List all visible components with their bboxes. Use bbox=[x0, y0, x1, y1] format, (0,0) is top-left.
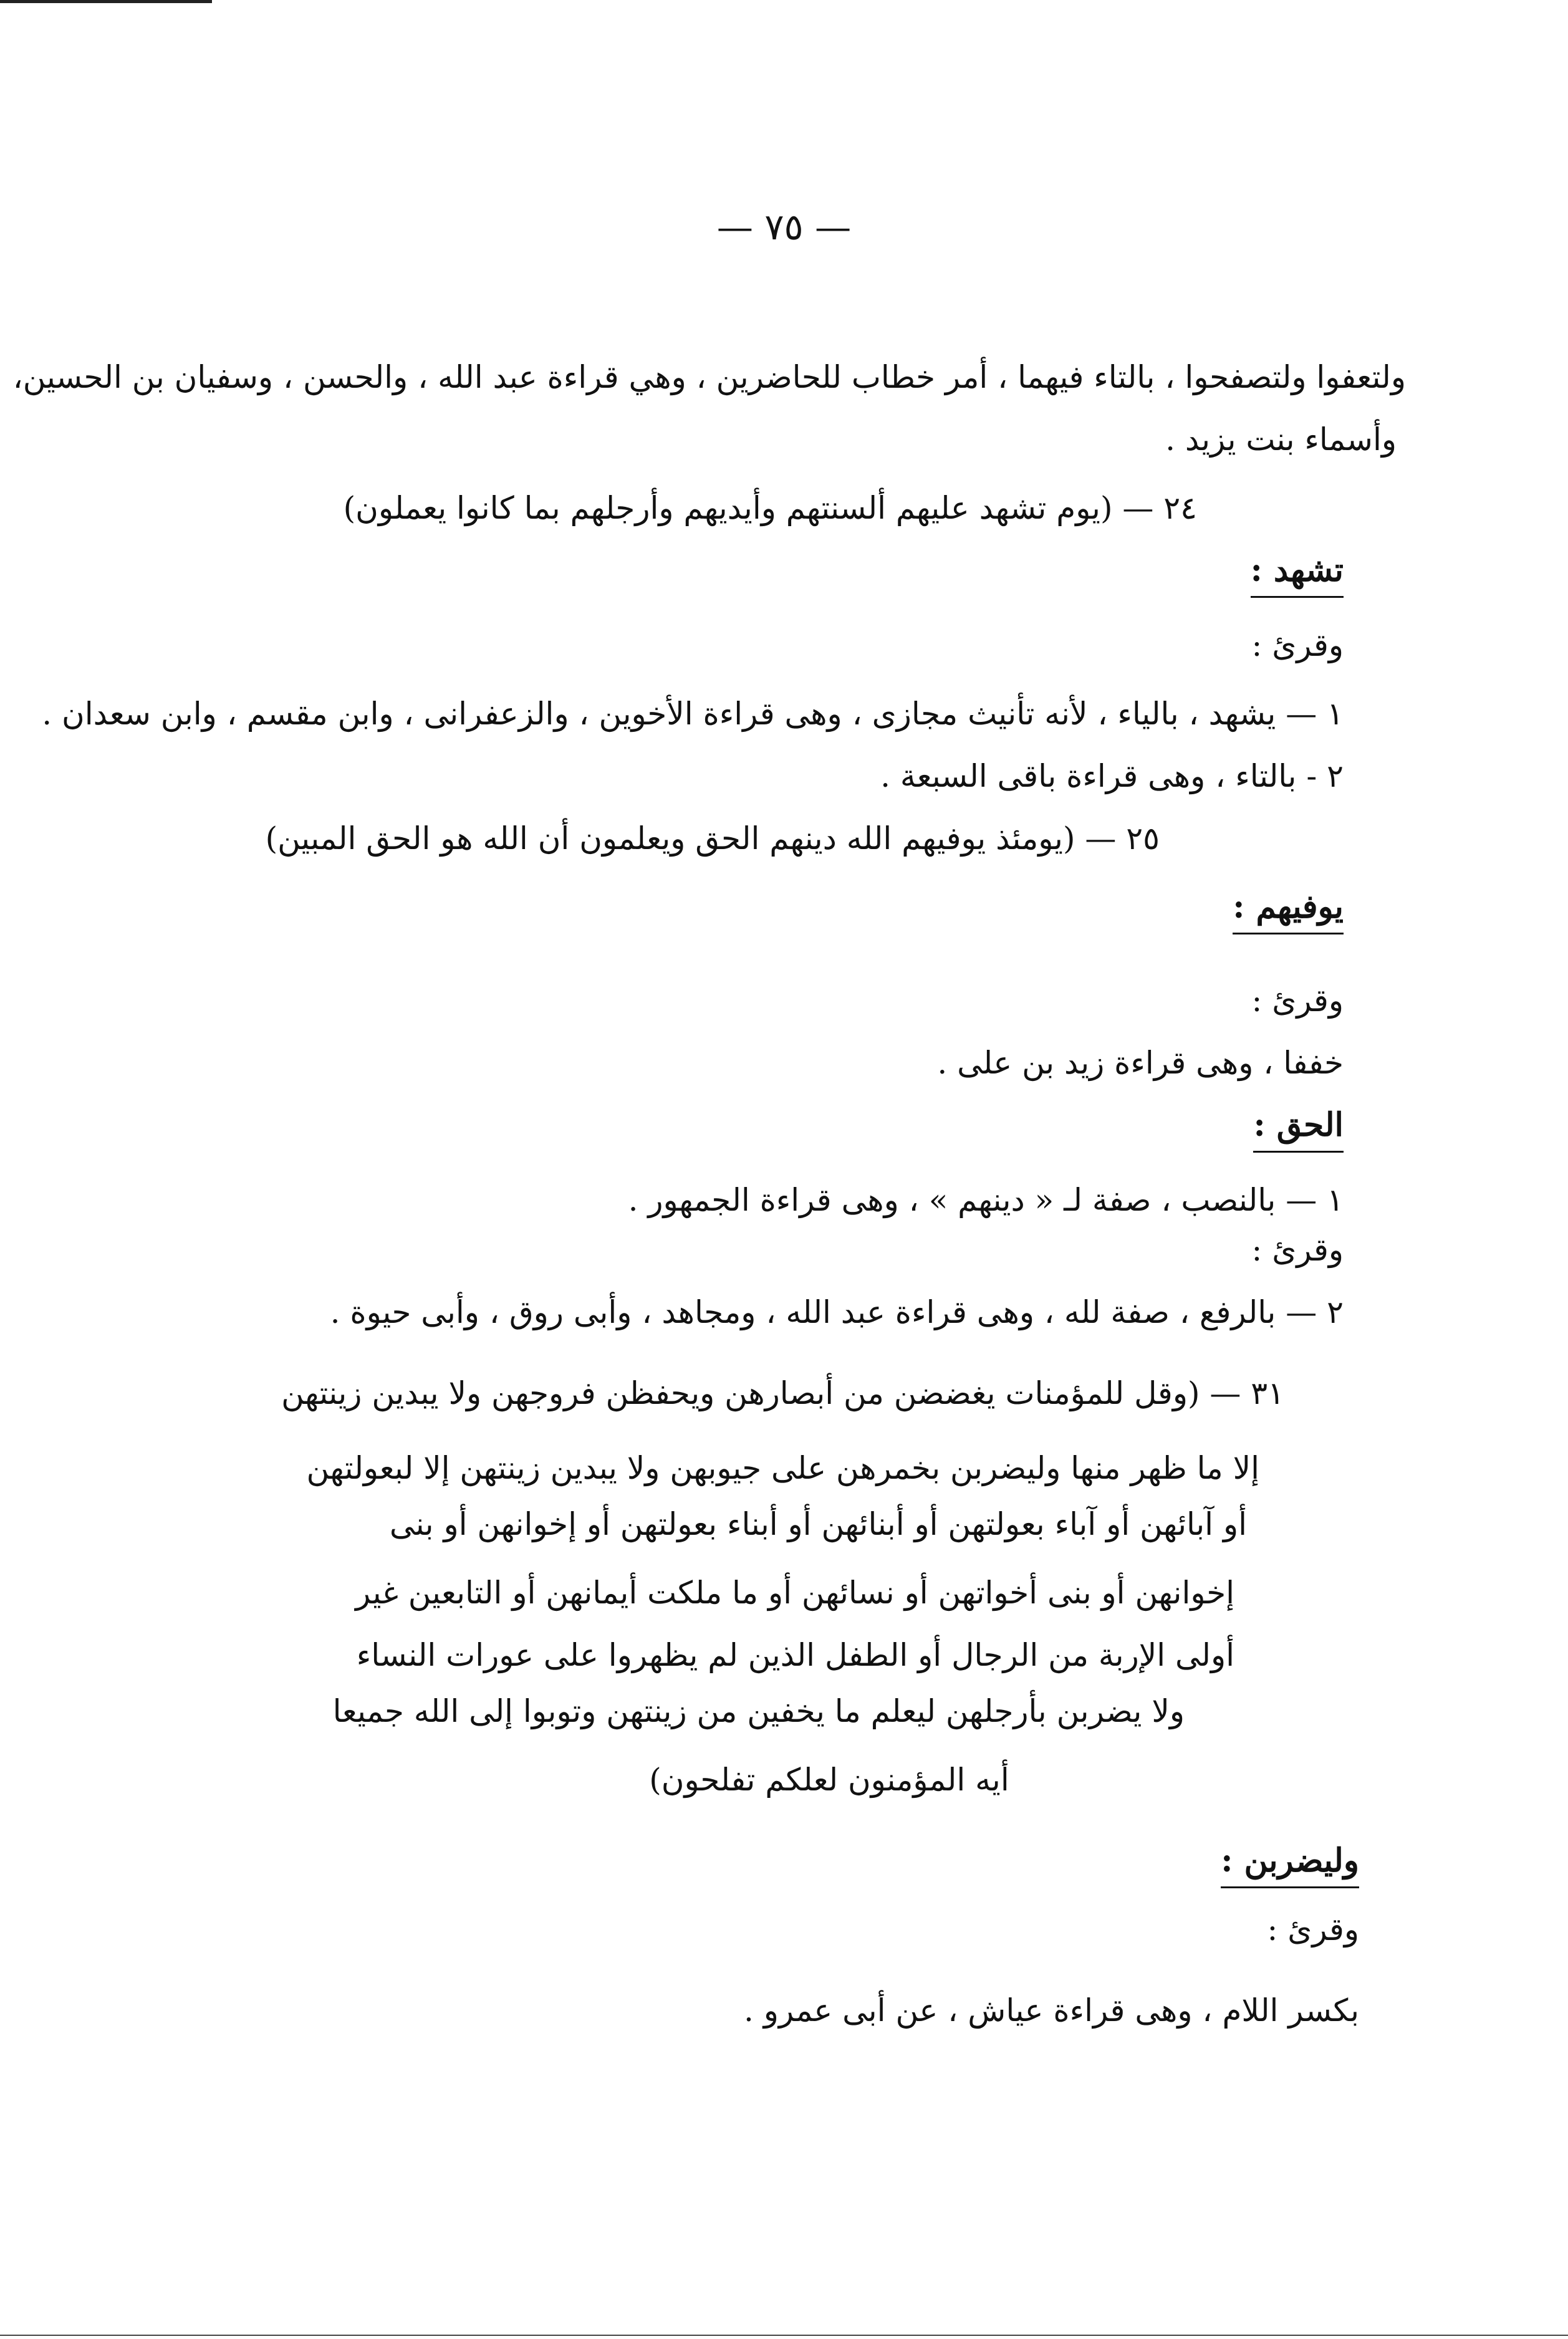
haqq-1: ١ — بالنصب ، صفة لـ « دينهم » ، وهى قراءة الجمهور . bbox=[628, 1182, 1344, 1218]
khaffafa: خففا ، وهى قراءة زيد بن على . bbox=[937, 1045, 1344, 1081]
verse-31-line-2: إلا ما ظهر منها وليضربن بخمرهن على جيوبهن ولا يبدين زينتهن إلا لبعولتهن bbox=[306, 1450, 1259, 1486]
verse-31-line-5: أولى الإربة من الرجال أو الطفل الذين لم يظهروا على عورات النساء bbox=[356, 1637, 1234, 1673]
kasr-line: بكسر اللام ، وهى قراءة عياش ، عن أبى عمرو . bbox=[743, 1992, 1359, 2029]
intro-line-1: ولتعفوا ولتصفحوا ، بالتاء فيهما ، أمر خطاب للحاضرين ، وهي قراءة عبد الله ، والحسن ، وسفيان بن الحسين، bbox=[12, 359, 1406, 395]
verse-31-line-3: أو آبائهن أو آباء بعولتهن أو أبنائهن أو أبناء بعولتهن أو إخوانهن أو بنى bbox=[389, 1506, 1247, 1542]
item-2: ٢ - بالتاء ، وهى قراءة باقى السبعة . bbox=[880, 758, 1344, 794]
label-yuwaffihim: يوفيهم : bbox=[1233, 885, 1344, 934]
label-tashhad: تشهد : bbox=[1251, 549, 1344, 598]
item-1: ١ — يشهد ، بالياء ، لأنه تأنيث مجازى ، وهى قراءة الأخوين ، والزعفرانى ، وابن مقسم ، وابن سعدان . bbox=[42, 696, 1344, 732]
qurie-1: وقرئ : bbox=[1251, 627, 1344, 663]
top-rule bbox=[0, 0, 212, 3]
qurie-4: وقرئ : bbox=[1267, 1911, 1359, 1948]
verse-31-line-1: ٣١ — (وقل للمؤمنات يغضضن من أبصارهن ويحفظن فروجهن ولا يبدين زينتهن bbox=[281, 1375, 1284, 1411]
verse-25: ٢٥ — (يومئذ يوفيهم الله دينهم الحق ويعلمون أن الله هو الحق المبين) bbox=[265, 820, 1160, 857]
bottom-rule bbox=[0, 2335, 1568, 2336]
verse-24: ٢٤ — (يوم تشهد عليهم ألسنتهم وأيديهم وأرجلهم بما كانوا يعملون) bbox=[343, 490, 1197, 526]
label-walyadribna: وليضربن : bbox=[1221, 1839, 1359, 1888]
verse-31-line-6: ولا يضربن بأرجلهن ليعلم ما يخفين من زينتهن وتوبوا إلى الله جميعا bbox=[332, 1693, 1185, 1729]
intro-line-2: وأسماء بنت يزيد . bbox=[1165, 421, 1397, 458]
verse-31-line-4: إخوانهن أو بنى أخواتهن أو نسائهن أو ما ملكت أيمانهن أو التابعين غير bbox=[355, 1575, 1234, 1611]
verse-31-line-7: أيه المؤمنون لعلكم تفلحون) bbox=[649, 1762, 1009, 1798]
haqq-2: ٢ — بالرفع ، صفة لله ، وهى قراءة عبد الله ، ومجاهد ، وأبى روق ، وأبى حيوة . bbox=[330, 1294, 1344, 1330]
label-alhaqq: الحق : bbox=[1253, 1103, 1344, 1153]
page-number: — ٧٥ — bbox=[716, 206, 852, 248]
qurie-3: وقرئ : bbox=[1251, 1232, 1344, 1268]
qurie-2: وقرئ : bbox=[1251, 982, 1344, 1019]
